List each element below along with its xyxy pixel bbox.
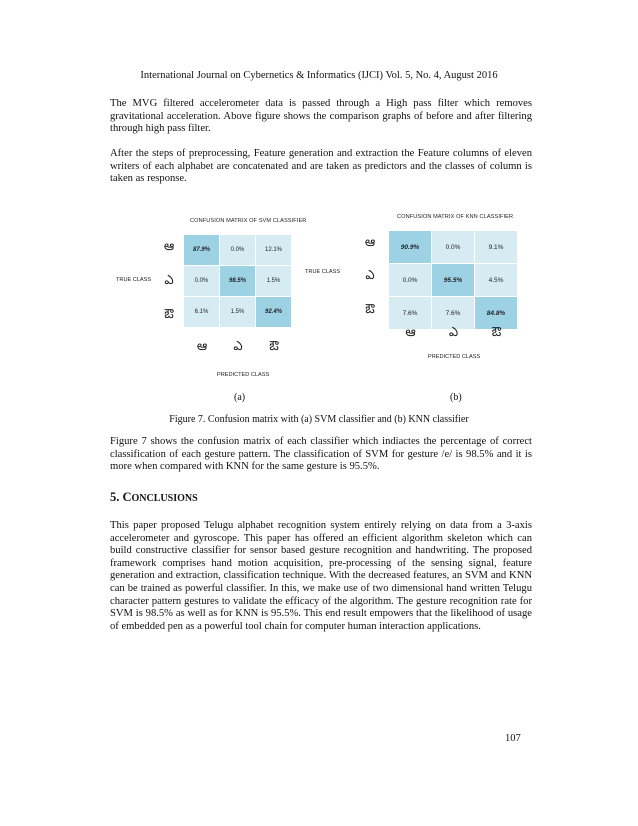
knn-cell-r1-c2: 4.5% <box>475 264 518 297</box>
svm-cell-r1-c1: 98.5% <box>220 266 256 297</box>
svm-cell-r0-c1: 0.0% <box>220 235 256 266</box>
svm-col-glyphs <box>184 339 292 359</box>
section-first-letter: C <box>122 490 132 504</box>
knn-ylabel: TRUE CLASS <box>305 269 341 275</box>
knn-matrix-grid <box>389 230 518 330</box>
svm-xlabel: PREDICTED CLASS <box>217 372 270 378</box>
figure-knn-confusion-matrix <box>305 208 535 368</box>
svm-ylabel: TRUE CLASS <box>116 277 152 283</box>
knn-col-label-au: ఔ <box>491 325 502 340</box>
svm-col-label-e: ఎ <box>233 339 243 354</box>
knn-xlabel: PREDICTED CLASS <box>428 354 481 360</box>
svm-cell-r0-c0: 87.9% <box>184 235 220 266</box>
knn-col-label-e: ఎ <box>448 325 459 340</box>
svm-chart-title: CONFUSION MATRIX OF SVM CLASSIFIER <box>190 218 307 224</box>
knn-cell-r2-c2: 84.8% <box>475 297 518 330</box>
knn-col-label-a: ఆ <box>405 325 416 340</box>
knn-cell-r0-c2: 9.1% <box>475 231 518 264</box>
subfigure-label-b: (b) <box>450 392 462 403</box>
section-heading-conclusions <box>110 490 198 505</box>
svm-cell-r2-c2: 92.4% <box>256 297 292 328</box>
svm-matrix-grid <box>184 234 292 329</box>
subfigure-label-a: (a) <box>234 392 246 403</box>
knn-col-glyphs <box>389 325 518 345</box>
svm-cell-r0-c2: 12.1% <box>256 235 292 266</box>
figure-svm-confusion-matrix <box>112 212 312 392</box>
svm-row-label-au: ఔ <box>164 307 174 322</box>
svm-col-label-au: ఔ <box>269 339 279 354</box>
knn-cell-r0-c0: 90.9% <box>389 231 432 264</box>
figure-caption: Figure 7. Confusion matrix with (a) SVM classifier and (b) KNN classifier <box>169 414 469 425</box>
svm-row-label-e: ఎ <box>164 273 174 288</box>
svm-row-label-a: ఆ <box>163 239 175 254</box>
knn-cell-r1-c0: 0.0% <box>389 264 432 297</box>
knn-row-glyphs <box>355 231 385 321</box>
knn-cell-r0-c1: 0.0% <box>432 231 475 264</box>
section-number: 5. <box>110 490 123 504</box>
section-title-rest: ONCLUSIONS <box>131 493 198 504</box>
paragraph-features: After the steps of preprocessing, Feature generation and extraction the Feature columns of eleven writers of each alphabet are concatenated and are taken as predictors and the classes of column is taken as response. <box>110 148 532 185</box>
svm-row-glyphs <box>154 235 184 327</box>
knn-row-label-a: ఆ <box>364 235 376 250</box>
svm-cell-r2-c1: 1.5% <box>220 297 256 328</box>
paragraph-filter: The MVG filtered accelerometer data is passed through a High pass filter which removes gravitational acceleration. Above figure shows the comparison graphs of before and after filtering through high pass filter. <box>110 98 532 135</box>
page-number: 107 <box>505 733 521 744</box>
svm-cell-r1-c0: 0.0% <box>184 266 220 297</box>
knn-chart-title: CONFUSION MATRIX OF KNN CLASSIFIER <box>397 214 514 220</box>
knn-cell-r2-c1: 7.6% <box>432 297 475 330</box>
knn-cell-r1-c1: 95.5% <box>432 264 475 297</box>
svm-cell-r2-c0: 6.1% <box>184 297 220 328</box>
paragraph-figure7: Figure 7 shows the confusion matrix of each classifier which indiactes the percentage of correct classification of each gesture pattern. The classification of SVM for gesture /e/ is 98.5% and it is more when compared with KNN for the same gesture is 95.5%. <box>110 436 532 473</box>
paragraph-conclusions: This paper proposed Telugu alphabet recognition system entirely relying on data from a 3-axis accelerometer and gyroscope. This paper has offered an efficient algorithm skeleton which can build constructive classifier for sensor based gesture recognition and handwriting. The proposed framework comprises hand motion acquisition, pre-processing of the sensing signal, feature generation and extraction, classification technique. With the decreased features, an SVM and KNN can be trained as powerful classifier. In this, we make use of two dimensional hand written Telugu character pattern gestures to validate the efficacy of the algorithm. The gesture recognition rate for SVM is 98.5% as well as for KNN is 95.5%. This end result empowers that the likelihood of usage of embedded pen as a powerful tool chain for computer human interaction applications. <box>110 520 532 632</box>
svm-col-label-a: ఆ <box>196 339 208 354</box>
running-header: International Journal on Cybernetics & Informatics (IJCI) Vol. 5, No. 4, August 2016 <box>140 70 498 81</box>
knn-row-label-au: ఔ <box>365 302 375 317</box>
svm-cell-r1-c2: 1.5% <box>256 266 292 297</box>
knn-row-label-e: ఎ <box>365 268 375 283</box>
knn-cell-r2-c0: 7.6% <box>389 297 432 330</box>
